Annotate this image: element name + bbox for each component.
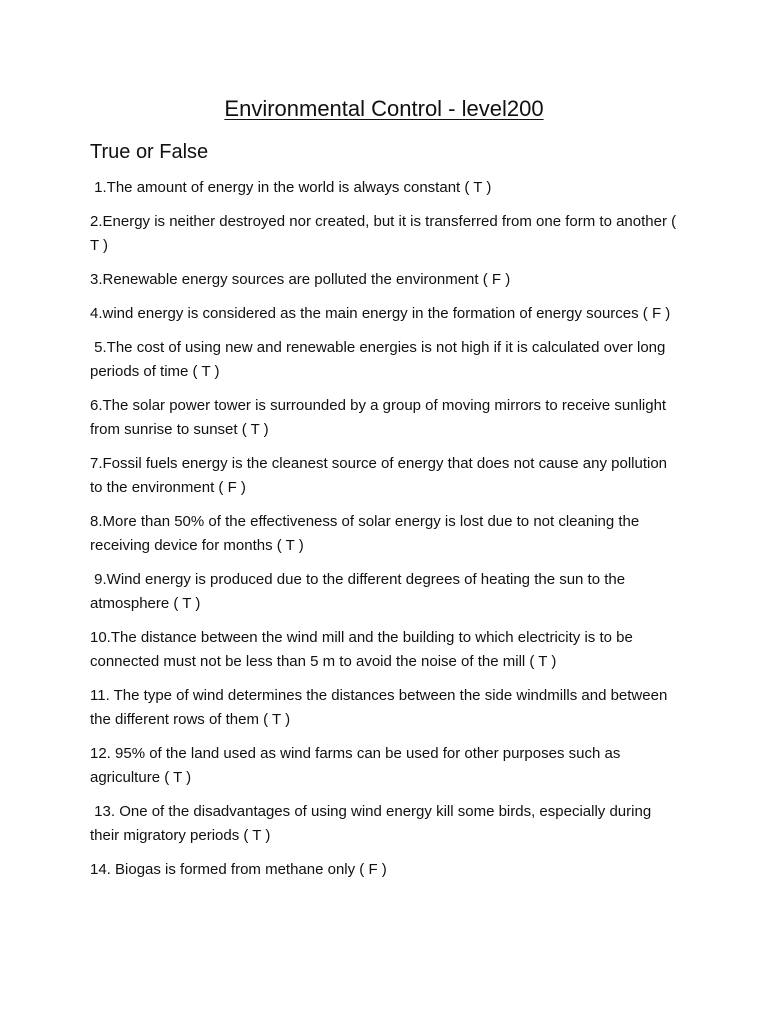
question-item: 13. One of the disadvantages of using wind energy kill some birds, especially during their migratory periods ( T )	[90, 803, 656, 844]
question-item: 2.Energy is neither destroyed nor created, but it is transferred from one form to another ( T )	[90, 213, 681, 254]
question-item: 9.Wind energy is produced due to the different degrees of heating the sun to the atmosphere ( T )	[90, 571, 630, 612]
question-list	[90, 176, 680, 892]
section-heading: True or False	[90, 141, 209, 163]
question-item: 1.The amount of energy in the world is always constant ( T )	[90, 179, 492, 196]
question-item: 10.The distance between the wind mill and the building to which electricity is to be connected must not be less than 5 m to avoid the noise of the mill ( T )	[90, 629, 637, 670]
question-item: 5.The cost of using new and renewable energies is not high if it is calculated over long periods of time ( T )	[90, 339, 670, 380]
question-item: 7.Fossil fuels energy is the cleanest source of energy that does not cause any pollution to the environment ( F )	[90, 455, 672, 496]
question-item: 4.wind energy is considered as the main energy in the formation of energy sources ( F )	[90, 305, 671, 322]
question-item: 3.Renewable energy sources are polluted the environment ( F )	[90, 271, 511, 288]
question-item: 12. 95% of the land used as wind farms can be used for other purposes such as agriculture ( T )	[90, 745, 625, 786]
question-item: 14. Biogas is formed from methane only ( F )	[90, 861, 387, 878]
question-item: 6.The solar power tower is surrounded by a group of moving mirrors to receive sunlight from sunrise to sunset ( T )	[90, 397, 671, 438]
question-item: 8.More than 50% of the effectiveness of solar energy is lost due to not cleaning the receiving device for months ( T )	[90, 513, 644, 554]
document-title: Environmental Control - level200	[224, 96, 544, 121]
question-item: 11. The type of wind determines the distances between the side windmills and between the different rows of them ( T )	[90, 687, 672, 728]
